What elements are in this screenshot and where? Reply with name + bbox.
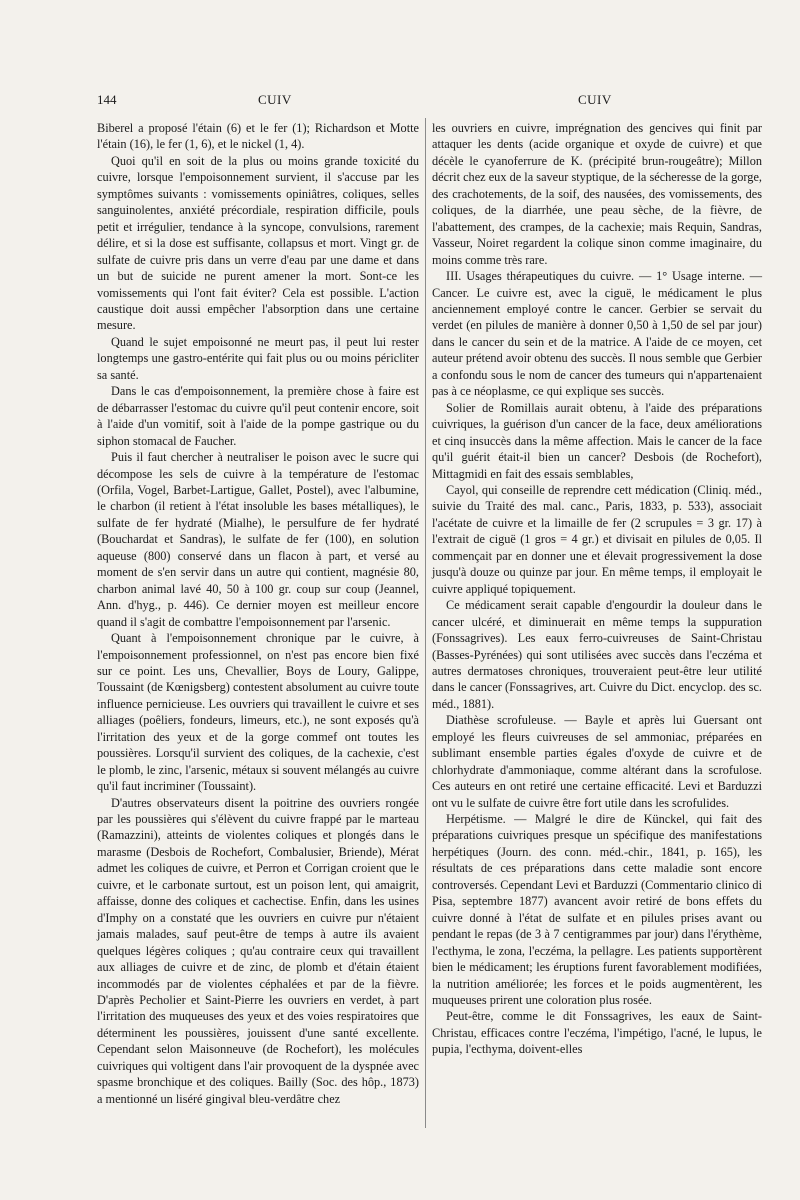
paragraph: Puis il faut chercher à neutraliser le poison avec le sucre qui décompose les sels de cuivre à la température de l'estomac (Orfila, Vogel, Barbet-Lartigue, Gallet, Postel), avec l'albumine, le charbon (il retient à l'état insoluble les bases métalliques), le sulfate de fer hydraté (Mialhe), le persulfure de fer hydraté (Bouchardat et Sandras), le sulfate de fer (100), en solution aqueuse (800) conservé dans un flacon à part, et versé au moment de s'en servir dans un autre qui contient, magnésie 80, charbon animal lavé 40, 50 à 100 gr. coup sur coup (Jeannel, Ann. d'hyg., p. 446). Ce dernier moyen est meilleur encore quand il s'agit de combattre l'empoisonnement par l'arsenic. bbox=[97, 450, 419, 629]
paragraph: Quant à l'empoisonnement chronique par le cuivre, à l'empoisonnement professionnel, on n'est pas encore bien fixé sur ce point. Les uns, Chevallier, Boys de Loury, Galippe, Toussaint (de Kœnigsberg) contestent absolument au cuivre toute influence pernicieuse. Les ouvriers qui travaillent le cuivre et ses alliages (poêliers, fondeurs, limeurs, etc.), ne sont exposés qu'à l'irritation des yeux et de la gorge commef ont toutes les poussières. Lorsqu'il survient des coliques, de la cachexie, c'est le plomb, le zinc, l'arsenic, métaux si souvent mélangés au cuivre qu'il faut incriminer (Toussaint). bbox=[97, 631, 419, 794]
section-heading-paragraph: III. Usages thérapeutiques du cuivre. — 1° Usage interne. — Cancer. Le cuivre est, avec la ciguë, le médicament le plus anciennement employé contre le cancer. Gerbier se servait du verdet (en pilules de manière à donner 0,50 à 1,50 de sel par jour) dans le cancer du sein et de la matrice. A l'aide de ce moyen, cet auteur prétend avoir obtenu des succès. Il nous semble que Gerbier a confondu sous le nom de cancer des tumeurs qui n'appartenaient pas à ce néoplasme, ce qui explique ses succès. bbox=[432, 269, 762, 399]
paragraph: Biberel a proposé l'étain (6) et le fer (1); Richardson et Motte l'étain (16), le fer (1, 6), et le nickel (1, 4). bbox=[97, 121, 419, 152]
paragraph: Peut-être, comme le dit Fonssagrives, les eaux de Saint-Christau, efficaces contre l'eczéma, l'impétigo, l'acné, le lupus, le pupia, l'ecthyma, doivent-elles bbox=[432, 1009, 762, 1057]
paragraph: Dans le cas d'empoisonnement, la première chose à faire est de débarrasser l'estomac du cuivre qu'il peut contenir encore, soit à l'aide d'un vomitif, soit à l'aide de la pompe gastrique ou du siphon stomacal de Faucher. bbox=[97, 384, 419, 448]
paragraph: Quoi qu'il en soit de la plus ou moins grande toxicité du cuivre, lorsque l'empoisonnement survient, il s'accuse par les symptômes suivants : vomissements opiniâtres, coliques, selles sanguinolentes, anxiété précordiale, respiration difficile, pouls petit et irrégulier, tendance à la syncope, convulsions, rarement délire, et si la dose est suffisante, collapsus et mort. Vingt gr. de sulfate de cuivre pris dans un verre d'eau par une dame et dans un but de suicide ne purent amener la mort. Sont-ce les vomissements qui l'ont fait éviter? Cela est possible. L'action caustique doit aussi empêcher l'absorption dans une certaine mesure. bbox=[97, 153, 419, 333]
page-number: 144 bbox=[97, 92, 117, 107]
paragraph: Ce médicament serait capable d'engourdir la douleur dans le cancer ulcéré, et diminuerait en même temps la suppuration (Fonssagrives). Les eaux ferro-cuivreuses de Saint-Christau (Basses-Pyrénées) qui sont utilisées avec succès dans l'eczéma et autres dermatoses chroniques, trouveraient peut-être leur utilité dans le cancer (Fonssagrives, art. Cuivre du Dict. encyclop. des sc. méd., 1881). bbox=[432, 598, 762, 711]
running-head-right: CUIV bbox=[578, 92, 612, 107]
paragraph: D'autres observateurs disent la poitrine des ouvriers rongée par les poussières qui s'élèvent du cuivre frappé par le marteau (Ramazzini), atteints de violentes coliques et plongés dans le marasme (Desbois de Rochefort, Combalusier, Briende), Mérat admet les coliques de cuivre, et Perron et Corrigan croient que le cuivre, et le carbonate surtout, est un poison lent, qui amaigrit, affaisse, donne des coliques et cachectise. Enfin, dans les usines d'Imphy on a constaté que les ouvriers en cuivre pur n'étaient jamais malades, sauf peut-être de temps à autre ils avaient quelques légères coliques ; qu'au contraire ceux qui travaillent aux alliages de cuivre et de zinc, de plomb et d'étain étaient incommodés par de violentes céphalées et par de la fièvre. D'après Pecholier et Saint-Pierre les ouvriers en verdet, à part l'irritation des muqueuses des yeux et des voies respiratoires que déterminent les poussières, jouissent d'une santé excellente. Cependant selon Maisonneuve (de Rochefort), les molécules cuivriques qui voltigent dans l'air provoquent de la dyspnée avec spasme bronchique et des coliques. Bailly (Soc. des hôp., 1873) a mentionné un liséré gingival bleu-verdâtre chez bbox=[97, 795, 419, 1106]
left-column bbox=[97, 120, 419, 1107]
paragraph: Solier de Romillais aurait obtenu, à l'aide des préparations cuivriques, la guérison d'un cancer de la face, deux améliorations et cinq insuccès dans la même affection. Mais le cancer de la face qu'il guérit était-il bien un cancer? Desbois (de Rochefort), Mittagmidi en fait des essais semblables, bbox=[432, 400, 762, 481]
paragraph: Quand le sujet empoisonné ne meurt pas, il peut lui rester longtemps une gastro-entérite qui fait plus ou ou moins péricliter sa santé. bbox=[97, 334, 419, 382]
page-header bbox=[0, 92, 800, 112]
running-head-left: CUIV bbox=[258, 92, 292, 107]
paragraph: les ouvriers en cuivre, imprégnation des gencives qui finit par attaquer les dents (acide organique et oxyde de cuivre) et que décèle le cyanoferrure de K. (précipité brun-rougeâtre); Millon décrit chez eux de la saveur styptique, de la sécheresse de la gorge, des crachotements, de la soif, des nausées, des vomissements, des coliques, de la diarrhée, une peau sèche, de la fièvre, de l'abattement, des crampes, de la cachexie; mais Requin, Sandras, Vasseur, Noiret regardent la colique sinon comme imaginaire, du moins comme très rare. bbox=[432, 121, 762, 267]
paragraph: Cayol, qui conseille de reprendre cett médication (Cliniq. méd., suivie du Traité des mal. canc., Paris, 1833, p. 533), associait l'acétate de cuivre et la limaille de fer (2 scrupules = 3 gr. 17) à l'extrait de ciguë (1 gros = 4 gr.) et divisait en pilules de 0,05. Il commençait par en donner une et élevait progressivement la dose jusqu'à douze ou quinze par jour. En même temps, il employait le cuivre appliqué topiquement. bbox=[432, 482, 762, 596]
right-column bbox=[432, 120, 762, 1058]
column-divider bbox=[425, 118, 426, 1128]
paragraph: Diathèse scrofuleuse. — Bayle et après lui Guersant ont employé les fleurs cuivreuses de sel ammoniac, préparées en sublimant ensemble parties égales d'oxyde de cuivre et de chlorhydrate d'ammoniaque, comme altérant dans la scrofulose. Ces auteurs en ont retiré une certaine efficacité. Levi et Barduzzi ont vu le sulfate de cuivre être fort utile dans les scrofulides. bbox=[432, 713, 762, 810]
paragraph: Herpétisme. — Malgré le dire de Künckel, qui fait des préparations cuivriques presque un spécifique des manifestations herpétiques (Journ. des conn. méd.-chir., 1841, p. 165), les résultats de ces préparations dans cette maladie sont encore controversés. Cependant Levi et Barduzzi (Commentario clinico di Pisa, septembre 1877) avancent avoir retiré de bons effets du cuivre donné à l'état de sulfate et en pilules prises avant ou pendant le repas (de 3 à 7 centigrammes par jour) dans l'érythème, l'ecthyma, le zona, l'eczéma, la pellagre. Les patients supportèrent bien le médicament; les éruptions furent favorablement modifiées, la nutrition améliorée; les forces et le poids augmentèrent, les muqueuses prirent une coloration plus rosée. bbox=[432, 812, 762, 1008]
